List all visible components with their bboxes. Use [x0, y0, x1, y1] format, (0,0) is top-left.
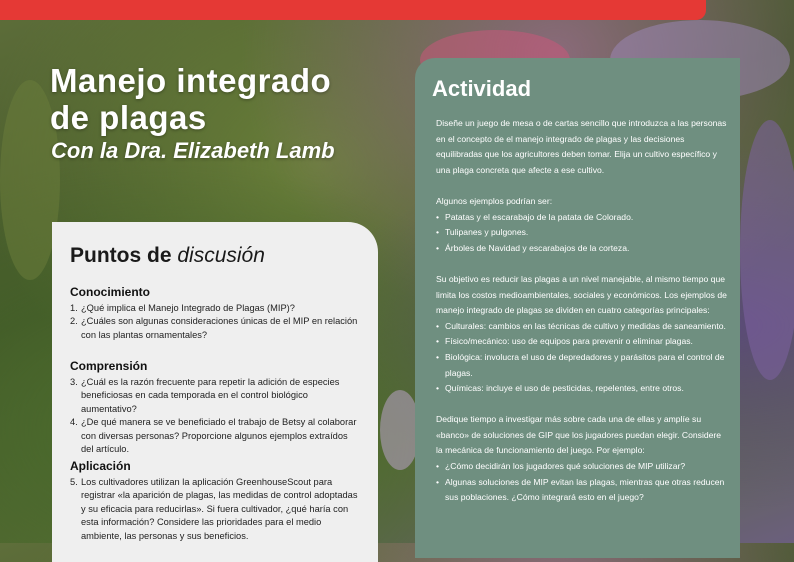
- question-item: 2. ¿Cuáles son algunas consideraciones únicas de el MIP en relación con las plantas ornamentales?: [70, 316, 358, 340]
- question-item: 5. Los cultivadores utilizan la aplicación GreenhouseScout para registrar «la aparición de plagas, las medidas de control adoptadas y su eficacia para reducirlas». Si fuera cultivador, ¿qué haría con esta información? Considere las prioridades para el medio ambiente, las personas y sus beneficios.: [70, 476, 358, 541]
- activity-panel: [415, 58, 740, 558]
- list-item: • Físico/mecánico: uso de equipos para prevenir o eliminar plagas.: [436, 334, 728, 350]
- page-subtitle: Con la Dra. Elizabeth Lamb: [51, 138, 335, 163]
- list-item: • ¿Cómo decidirán los jugadores qué soluciones de MIP utilizar?: [436, 459, 728, 475]
- examples-list: [436, 210, 728, 257]
- flower-decoration: [380, 390, 420, 470]
- section-application: [70, 460, 360, 543]
- question-item: 3. ¿Cuál es la razón frecuente para repetir la adición de especies beneficiosas en cada temporada en el control biológico aumentativo?: [70, 376, 340, 414]
- list-item: • Algunas soluciones de MIP evitan las plagas, mientras que otras reducen sus poblaciones. ¿Cómo integrará esto en el juego?: [436, 475, 728, 506]
- flower-decoration: [740, 120, 794, 380]
- section-comprehension: [70, 360, 360, 457]
- activity-heading: Actividad: [432, 76, 532, 101]
- list-item: • Químicas: incluye el uso de pesticidas, repelentes, entre otros.: [436, 381, 728, 397]
- discussion-panel: [52, 222, 378, 562]
- list-item: • Patatas y el escarabajo de la patata de Colorado.: [436, 210, 728, 226]
- section-title: Comprensión: [70, 359, 148, 373]
- question-item: 4. ¿De qué manera se ve beneficiado el trabajo de Betsy al colaborar con diversas personas? Proporcione algunos ejemplos extraídos del artículo.: [70, 417, 357, 454]
- examples-title: Algunos ejemplos podrían ser:: [436, 195, 553, 206]
- list-item: • Árboles de Navidad y escarabajos de la corteza.: [436, 241, 728, 257]
- question-item: 1. ¿Qué implica el Manejo Integrado de Plagas (MIP)?: [70, 302, 295, 313]
- section-title: Conocimiento: [70, 285, 150, 299]
- top-red-bar: [0, 0, 706, 20]
- section-knowledge: [70, 286, 360, 342]
- activity-body: [436, 116, 728, 506]
- section-title: Aplicación: [70, 459, 131, 473]
- activity-objective: Su objetivo es reducir las plagas a un nivel manejable, al mismo tiempo que limita los costos medioambientales, sociales y económicos. Los ejemplos de manejo integrado de plagas se dividen en cuatro categorías principales:: [436, 273, 727, 316]
- discussion-heading: Puntos de discusión: [70, 244, 265, 267]
- list-item: • Biológica: involucra el uso de depredadores y parásitos para el control de plagas.: [436, 350, 728, 381]
- activity-intro: Diseñe un juego de mesa o de cartas sencillo que introduzca a las personas en el concepto de el manejo integrado de plagas y las decisiones equilibradas que los agricultores deben tomar. Elija un cultivo específico y una plaga concreta que afecte a ese cultivo.: [436, 118, 727, 175]
- list-item: • Culturales: cambios en las técnicas de cultivo y medidas de saneamiento.: [436, 319, 728, 335]
- questions-list: [436, 459, 728, 506]
- list-item: • Tulipanes y pulgones.: [436, 225, 728, 241]
- categories-list: [436, 319, 728, 397]
- activity-closing: Dedique tiempo a investigar más sobre cada una de ellas y amplíe su «banco» de soluciones de GIP que los jugadores puedan elegir. Considere la mecánica de funcionamiento del juego. Por ejemplo:: [436, 414, 722, 456]
- page-title: Manejo integrado de plagas: [50, 62, 332, 136]
